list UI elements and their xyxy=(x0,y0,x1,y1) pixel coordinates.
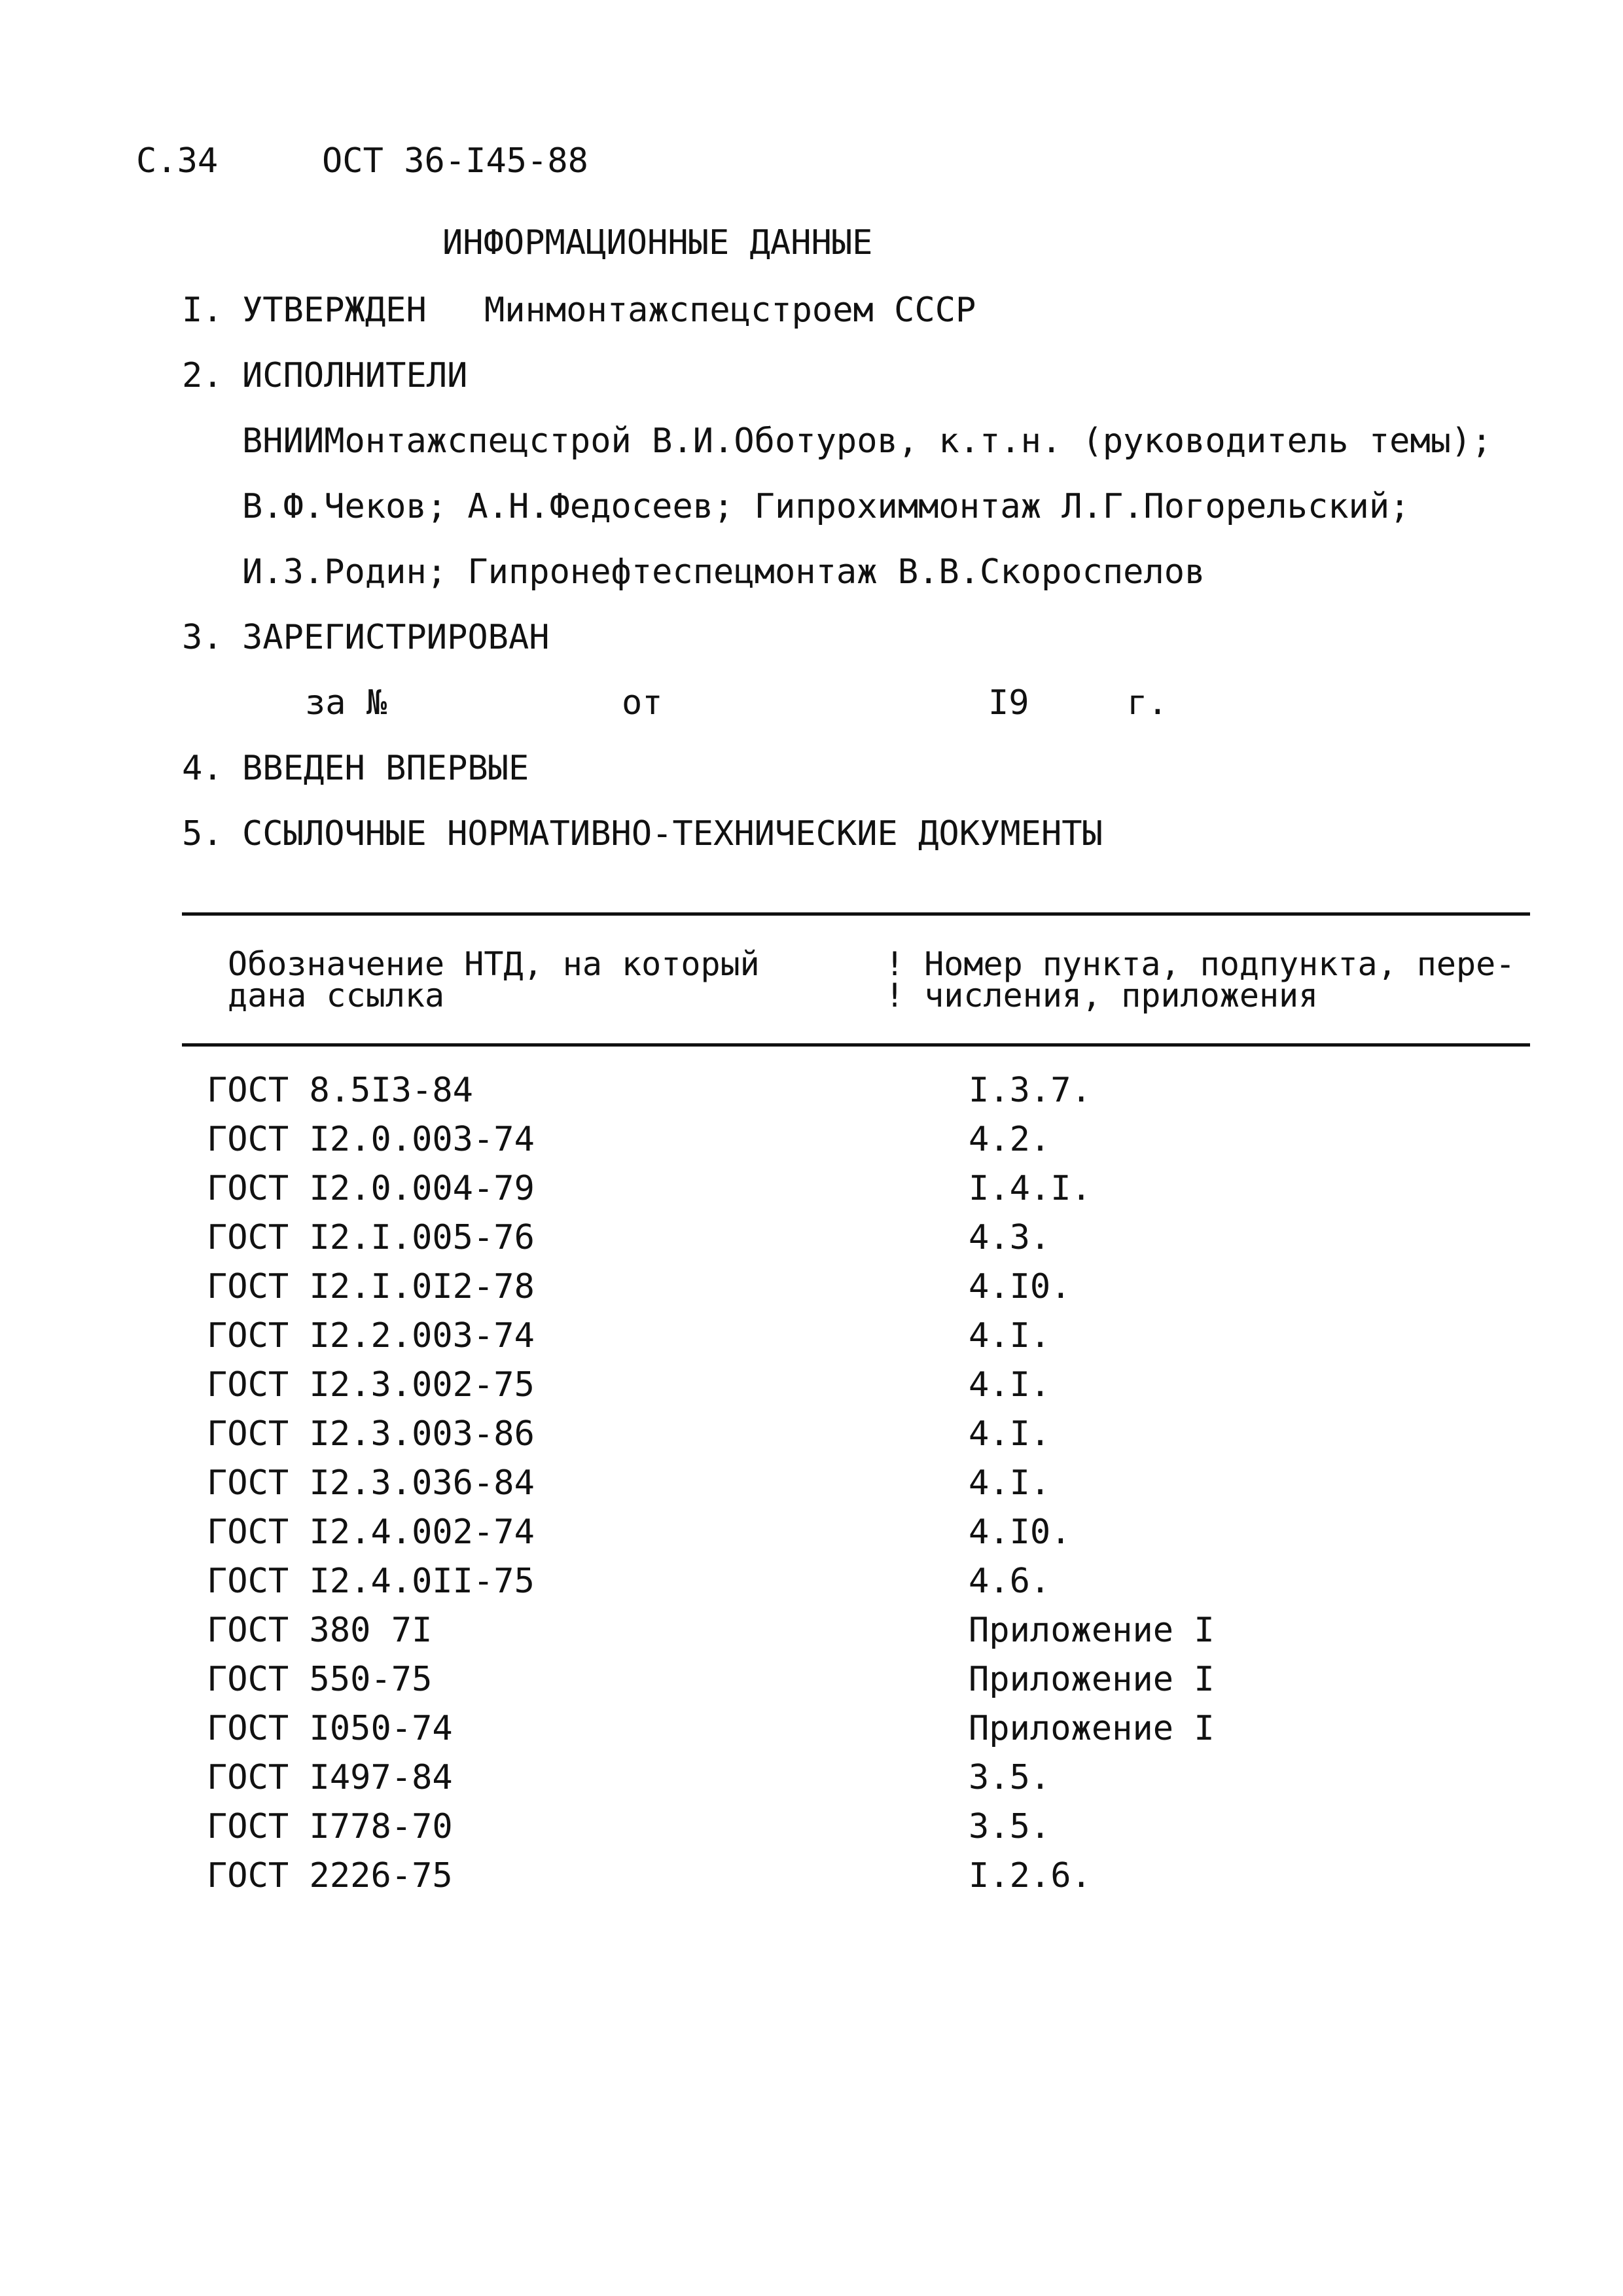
page-number: С.34 xyxy=(136,141,219,181)
table-row-reference: 4.I. xyxy=(969,1316,1051,1355)
registration-year-suffix: г. xyxy=(1127,683,1168,723)
executors-line-1: ВНИИМонтажспецстрой В.И.Оботуров, к.т.н. (руководитель темы); xyxy=(242,422,1492,461)
executors-line-3: И.З.Родин; Гипронефтеспецмонтаж В.В.Скороспелов xyxy=(242,552,1205,592)
section-4-number: 4. xyxy=(182,749,223,788)
table-row-doc: ГОСТ 380 7I xyxy=(207,1611,433,1650)
table-row-doc: ГОСТ I2.I.005-76 xyxy=(207,1218,535,1257)
section-1-number: I. xyxy=(182,291,223,330)
section-3-label: ЗАРЕГИСТРИРОВАН xyxy=(242,618,550,657)
table-header-rule xyxy=(182,1043,1530,1047)
table-row-reference: 4.I. xyxy=(969,1365,1051,1405)
table-row-reference: I.2.6. xyxy=(969,1856,1092,1895)
table-row-doc: ГОСТ I2.3.036-84 xyxy=(207,1463,535,1503)
table-row-doc: ГОСТ I778-70 xyxy=(207,1807,453,1846)
table-row-doc: ГОСТ I497-84 xyxy=(207,1758,453,1797)
section-4-label: ВВЕДЕН ВПЕРВЫЕ xyxy=(242,749,529,788)
standard-code: ОСТ 36-I45-88 xyxy=(322,141,588,181)
table-row-reference: 3.5. xyxy=(969,1758,1051,1797)
table-row-reference: Приложение I xyxy=(969,1660,1215,1699)
table-row-doc: ГОСТ I050-74 xyxy=(207,1709,453,1748)
section-2-label: ИСПОЛНИТЕЛИ xyxy=(242,356,468,395)
table-row-doc: ГОСТ 8.5I3-84 xyxy=(207,1071,473,1110)
table-header-designation-line-2: дана ссылка xyxy=(228,977,445,1014)
table-header-clause-line-1: ! Номер пункта, подпункта, пере- xyxy=(885,945,1516,983)
executors-line-2: В.Ф.Чеков; А.Н.Федосеев; Гипрохиммонтаж Л.Г.Погорельский; xyxy=(242,487,1410,526)
table-row-doc: ГОСТ I2.4.002-74 xyxy=(207,1513,535,1552)
section-1-label: УТВЕРЖДЕН xyxy=(242,291,427,330)
table-row-reference: Приложение I xyxy=(969,1611,1215,1650)
table-row-doc: ГОСТ I2.4.0II-75 xyxy=(207,1562,535,1601)
registration-number-label: за № xyxy=(305,683,387,723)
table-row-doc: ГОСТ I2.2.003-74 xyxy=(207,1316,535,1355)
table-row-doc: ГОСТ I2.0.003-74 xyxy=(207,1120,535,1159)
table-row-doc: ГОСТ 550-75 xyxy=(207,1660,433,1699)
table-row-reference: 4.6. xyxy=(969,1562,1051,1601)
section-2-number: 2. xyxy=(182,356,223,395)
table-row-reference: 4.I0. xyxy=(969,1267,1071,1306)
table-header-designation-line-1: Обозначение НТД, на который xyxy=(228,945,760,983)
table-row-reference: 4.2. xyxy=(969,1120,1051,1159)
table-row-reference: 3.5. xyxy=(969,1807,1051,1846)
section-5-number: 5. xyxy=(182,814,223,853)
table-row-reference: I.3.7. xyxy=(969,1071,1092,1110)
table-row-reference: I.4.I. xyxy=(969,1169,1092,1208)
table-row-doc: ГОСТ 2226-75 xyxy=(207,1856,453,1895)
table-row-reference: 4.I. xyxy=(969,1463,1051,1503)
section-1-value: Минмонтажспецстроем СССР xyxy=(484,291,976,330)
table-row-doc: ГОСТ I2.3.003-86 xyxy=(207,1414,535,1454)
registration-from-label: от xyxy=(622,683,663,723)
table-row-doc: ГОСТ I2.0.004-79 xyxy=(207,1169,535,1208)
section-5-label: ССЫЛОЧНЫЕ НОРМАТИВНО-ТЕХНИЧЕСКИЕ ДОКУМЕНТЫ xyxy=(242,814,1103,853)
table-row-reference: 4.I0. xyxy=(969,1513,1071,1552)
table-row-reference: Приложение I xyxy=(969,1709,1215,1748)
table-row-reference: 4.I. xyxy=(969,1414,1051,1454)
section-3-number: 3. xyxy=(182,618,223,657)
table-row-doc: ГОСТ I2.3.002-75 xyxy=(207,1365,535,1405)
table-row-reference: 4.3. xyxy=(969,1218,1051,1257)
registration-year: I9 xyxy=(988,683,1029,723)
table-top-rule xyxy=(182,912,1530,916)
table-row-doc: ГОСТ I2.I.0I2-78 xyxy=(207,1267,535,1306)
table-header-clause-line-2: ! числения, приложения xyxy=(885,977,1319,1014)
document-title: ИНФОРМАЦИОННЫЕ ДАННЫЕ xyxy=(442,223,873,262)
